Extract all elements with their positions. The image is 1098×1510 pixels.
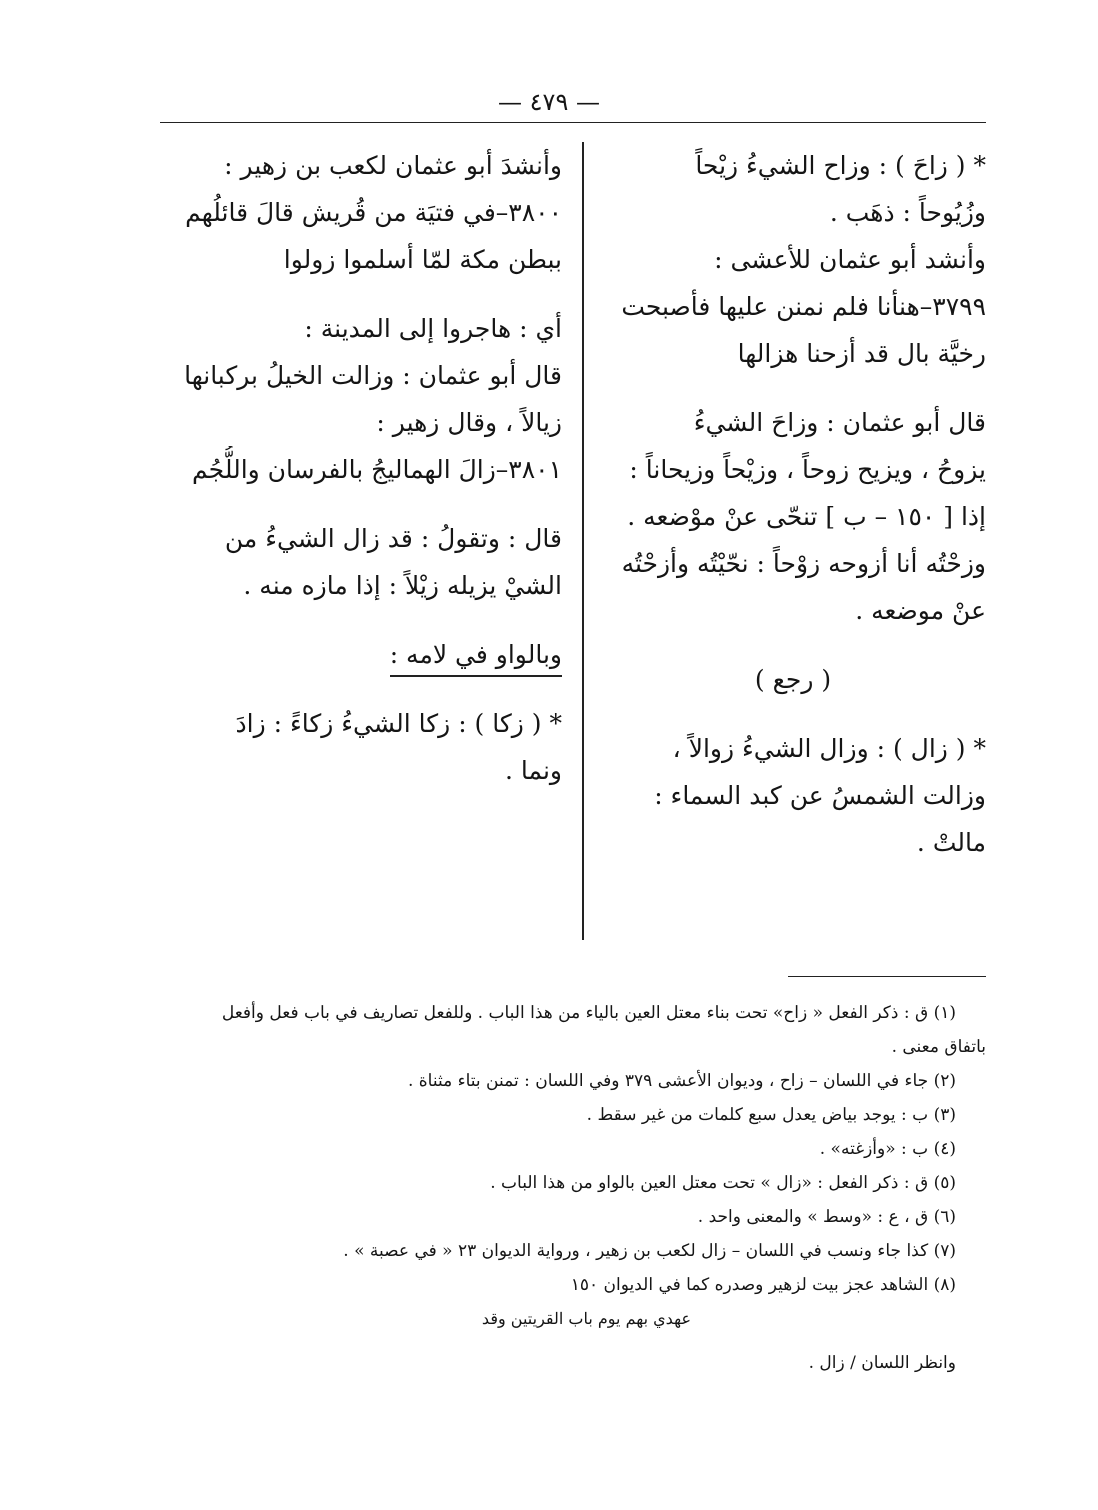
- text-line: وزُيُوحاً : ذهَب .: [829, 198, 986, 227]
- verse-number-line: ٣٧٩٩–هنأنا فلم نمنن عليها فأصبحت: [621, 292, 986, 321]
- text-line: عنْ موضعه .: [855, 596, 986, 625]
- text-line: ونما .: [505, 756, 562, 785]
- text-line: مالتْ .: [916, 828, 986, 857]
- entry-line: * ( زال ) : وزال الشيءُ زوالاً ،: [672, 734, 986, 763]
- footnote-1-continued: باتفاق معنى .: [891, 1037, 986, 1057]
- verse-number-line: ٣٨٠٠–في فتيَة من قُريش قالَ قائلُهم: [185, 198, 562, 227]
- header-rule: [160, 122, 986, 123]
- verse-line: ببطن مكة لمّا أسلموا زولوا: [283, 245, 562, 274]
- footnote-rule: [788, 976, 986, 977]
- footnotes: [170, 996, 986, 1380]
- verse-line: رخيَّة بال قد أزحنا هزالها: [737, 339, 986, 368]
- text-line: قال أبو عثمان : وزاحَ الشيءُ: [693, 408, 986, 437]
- footnote-8: (٨) الشاهد عجز بيت لزهير وصدره كما في الديوان ١٥٠: [570, 1275, 956, 1295]
- text-line: زيالاً ، وقال زهير :: [376, 408, 562, 437]
- verse-number-line: ٣٨٠١–زالَ الهماليجُ بالفرسان واللُّجُم: [192, 455, 562, 484]
- footnote-5: (٥) ق : ذكر الفعل : «زال » تحت معتل العين بالواو من هذا الباب .: [490, 1173, 956, 1193]
- entry-line: * ( زكا ) : زكا الشيءُ زكاءً : زادَ: [235, 709, 562, 738]
- text-line: قال أبو عثمان : وزالت الخيلُ بركبانها: [184, 361, 562, 390]
- left-column: [170, 142, 562, 794]
- text-line: وزحْتُه أنا أزوحه زوْحاً : نحّيْتُه وأزحْتُه: [621, 549, 986, 578]
- text-line: إذا [ ١٥٠ – ب ] تنحّى عنْ موْضعه .: [627, 502, 986, 531]
- text-line: وزالت الشمسُ عن كبد السماء :: [654, 781, 986, 810]
- text-line: وأنشد أبو عثمان للأعشى :: [714, 245, 986, 274]
- footnote-7: (٧) كذا جاء ونسب في اللسان – زال لكعب بن زهير ، ورواية الديوان ٢٣ « في عصبة » .: [343, 1241, 956, 1261]
- section-heading: ( رجع ): [754, 665, 832, 694]
- text-line: أي : هاجروا إلى المدينة :: [304, 314, 562, 343]
- column-divider: [582, 142, 584, 940]
- footnote-6: (٦) ق ، ع : «وسط » والمعنى واحد .: [697, 1207, 956, 1227]
- footnote-1: (١) ق : ذكر الفعل « زاح» تحت بناء معتل العين بالياء من هذا الباب . وللفعل تصاريف في باب فعل وأفعل: [221, 1003, 956, 1023]
- text-line: يزوحُ ، ويزيح زوحاً ، وزيْحاً وزيحاناً :: [629, 455, 986, 484]
- text-line: قال : وتقولُ : قد زال الشيءُ من: [224, 524, 562, 553]
- text-line: * ( زاحَ ) : وزاح الشيءُ زيْحاً: [695, 151, 986, 180]
- text-line: الشيْ يزيله زيْلاً : إذا مازه منه .: [243, 571, 562, 600]
- footnote-4: (٤) ب : «وأزغته» .: [819, 1139, 956, 1159]
- section-heading: [170, 631, 562, 678]
- footnote-see-also: وانظر اللسان / زال .: [808, 1353, 956, 1373]
- footnote-8-verse: عهدي بهم يوم باب القريتين وقد: [481, 1309, 691, 1328]
- section-heading-text: وبالواو في لامه :: [390, 640, 562, 677]
- footnote-3: (٣) ب : يوجد بياض يعدل سبع كلمات من غير سقط .: [586, 1105, 956, 1125]
- footnote-2: (٢) جاء في اللسان – زاح ، وديوان الأعشى ٣٧٩ وفي اللسان : تمنن بتاء مثناة .: [407, 1071, 956, 1091]
- right-column: [600, 142, 986, 866]
- text-line: وأنشدَ أبو عثمان لكعب بن زهير :: [224, 151, 562, 180]
- page-number: — ٤٧٩ —: [498, 88, 600, 116]
